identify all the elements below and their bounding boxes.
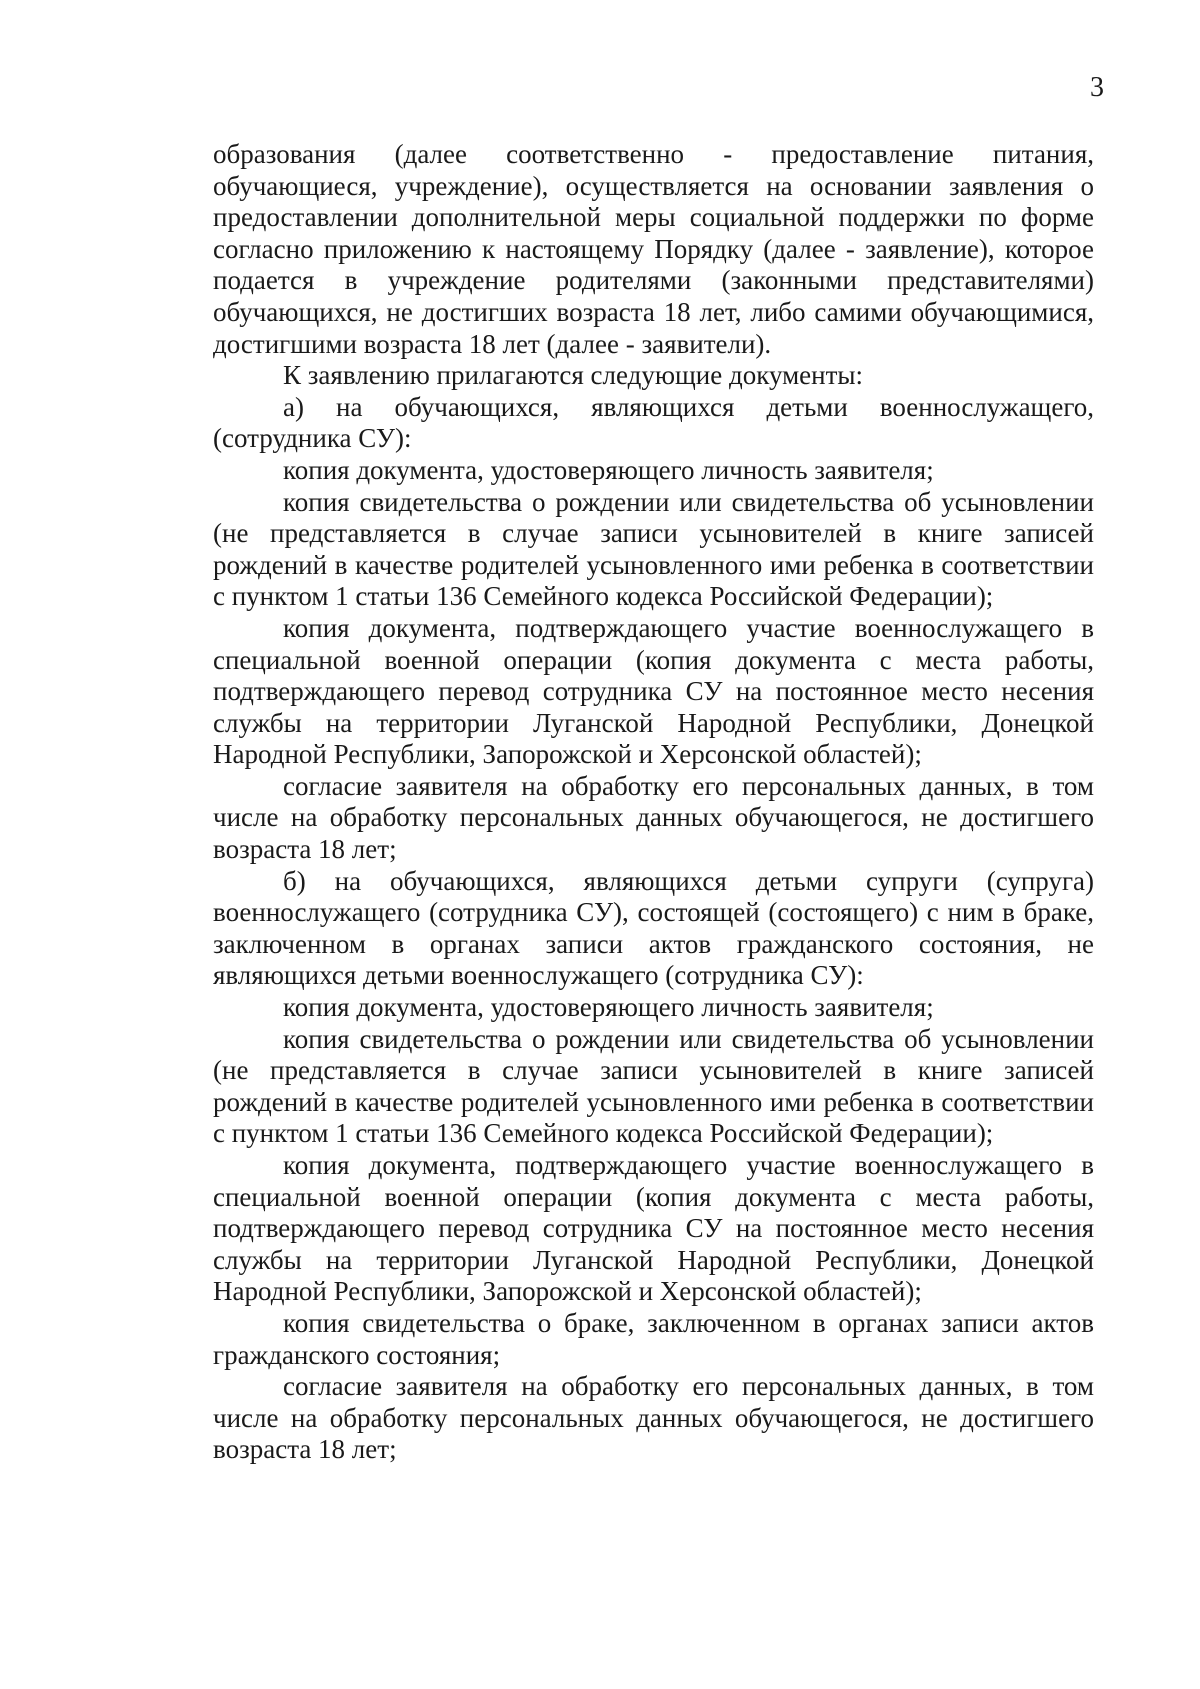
paragraph: копия свидетельства о браке, заключенном в органах записи актов гражданского состояния; bbox=[213, 1307, 1094, 1370]
document-body bbox=[213, 139, 1094, 1466]
paragraph: согласие заявителя на обработку его персональных данных, в том числе на обработку персональных данных обучающегося, не достигшего возраста 18 лет; bbox=[213, 770, 1094, 865]
paragraph: б) на обучающихся, являющихся детьми супруги (супруга) военнослужащего (сотрудника СУ), состоящей (состоящего) с ним в браке, заключенном в органах записи актов гражданского состояния, не являющихся детьми военнослужащего (сотрудника СУ): bbox=[213, 865, 1094, 991]
paragraph: копия документа, подтверждающего участие военнослужащего в специальной военной операции (копия документа с места работы, подтверждающего перевод сотрудника СУ на постоянное место несения службы на территории Луганской Народной Республики, Донецкой Народной Республики, Запорожской и Херсонской областей); bbox=[213, 1150, 1094, 1307]
paragraph: копия свидетельства о рождении или свидетельства об усыновлении (не представляется в случае записи усыновителей в книге записей рождений в качестве родителей усыновленного ими ребенка в соответствии с пунктом 1 статьи 136 Семейного кодекса Российской Федерации); bbox=[213, 1023, 1094, 1149]
paragraph: согласие заявителя на обработку его персональных данных, в том числе на обработку персональных данных обучающегося, не достигшего возраста 18 лет; bbox=[213, 1371, 1094, 1465]
paragraph: копия документа, удостоверяющего личность заявителя; bbox=[283, 992, 934, 1023]
paragraph: К заявлению прилагаются следующие документы: bbox=[283, 360, 864, 391]
paragraph: а) на обучающихся, являющихся детьми военнослужащего, (сотрудника СУ): bbox=[213, 391, 1094, 454]
paragraph: копия документа, удостоверяющего личность заявителя; bbox=[283, 454, 934, 485]
page-number: 3 bbox=[1090, 72, 1104, 103]
paragraph: копия документа, подтверждающего участие военнослужащего в специальной военной операции (копия документа с места работы, подтверждающего перевод сотрудника СУ на постоянное место несения службы на территории Луганской Народной Республики, Донецкой Народной Республики, Запорожской и Херсонской областей); bbox=[213, 612, 1094, 770]
paragraph: образования (далее соответственно - предоставление питания, обучающиеся, учреждение), осуществляется на основании заявления о предоставлении дополнительной меры социальной поддержки по форме согласно приложению к настоящему Порядку (далее - заявление), которое подается в учреждение родителями (законными представителями) обучающихся, не достигших возраста 18 лет, либо самими обучающимися, достигшими возраста 18 лет (далее - заявители). bbox=[213, 139, 1094, 359]
paragraph: копия свидетельства о рождении или свидетельства об усыновлении (не представляется в случае записи усыновителей в книге записей рождений в качестве родителей усыновленного ими ребенка в соответствии с пунктом 1 статьи 136 Семейного кодекса Российской Федерации); bbox=[213, 486, 1094, 612]
